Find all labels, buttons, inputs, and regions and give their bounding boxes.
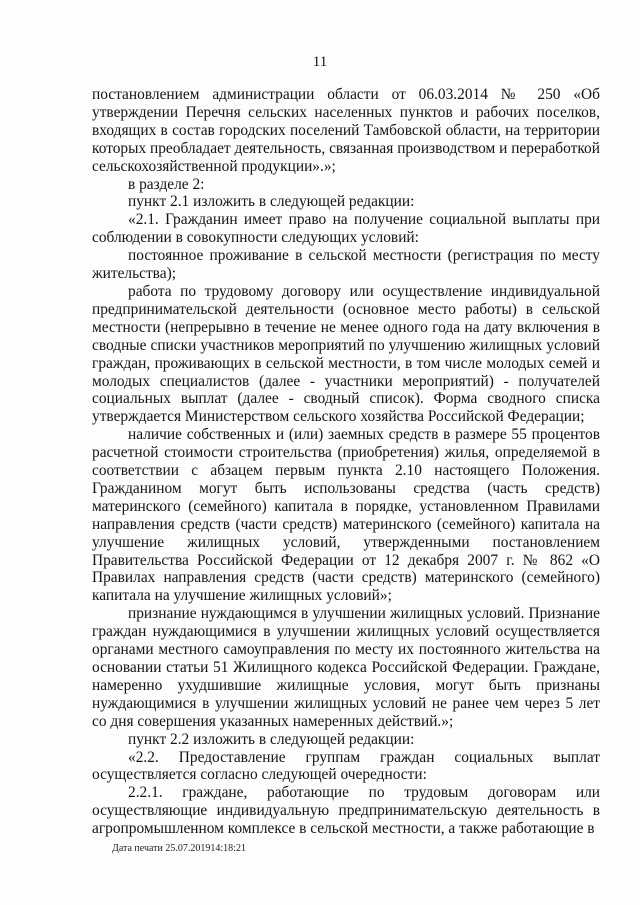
page-number: 11 xyxy=(312,54,328,70)
paragraph-5: постоянное проживание в сельской местности (регистрация по месту жительства); xyxy=(92,247,600,283)
paragraph-11: 2.2.1. граждане, работающие по трудовым договорам или осуществляющие индивидуальную предпринимательскую деятельность в агропромышленном комплексе в сельской местности, а также работающие в xyxy=(92,784,600,838)
paragraph-8: признание нуждающимся в улучшении жилищных условий. Признание граждан нуждающимися в улучшении жилищных условий осуществляется органами местного самоуправления по месту их постоянного жительства на основании статьи 51 Жилищного кодекса Российской Федерации. Граждане, намеренно ухудшившие жилищные условия, могут быть признаны нуждающимися в улучшении жилищных условий не ранее чем через 5 лет со дня совершения указанных намеренных действий.»; xyxy=(92,605,600,730)
body-text xyxy=(92,86,600,838)
paragraph-7: наличие собственных и (или) заемных средств в размере 55 процентов расчетной стоимости строительства (приобретения) жилья, определяемой в соответствии с абзацем первым пункта 2.10 настоящего Положения. Гражданином могут быть использованы средства (часть средств) материнского (семейного) капитала в порядке, установленном Правилами направления средств (части средств) материнского (семейного) капитала на улучшение жилищных условий, утвержденными постановлением Правительства Российской Федерации от 12 декабря 2007 г. № 862 «О Правилах направления средств (части средств) материнского (семейного) капитала на улучшение жилищных условий»; xyxy=(92,426,600,605)
paragraph-2: в разделе 2: xyxy=(128,175,205,193)
paragraph-3: пункт 2.1 изложить в следующей редакции: xyxy=(128,193,415,211)
paragraph-10: «2.2. Предоставление группам граждан социальных выплат осуществляется согласно следующей очередности: xyxy=(92,748,600,784)
paragraph-4: «2.1. Гражданин имеет право на получение социальной выплаты при соблюдении в совокупности следующих условий: xyxy=(92,211,600,247)
paragraph-6: работа по трудовому договору или осуществление индивидуальной предпринимательской деятельности (основное место работы) в сельской местности (непрерывно в течение не менее одного года на дату включения в сводные списки участников мероприятий по улучшению жилищных условий граждан, проживающих в сельской местности, в том числе молодых семей и молодых специалистов (далее - участники мероприятий) - получателей социальных выплат (далее - сводный список). Форма сводного списка утверждается Министерством сельского хозяйства Российской Федерации; xyxy=(92,282,600,426)
paragraph-9: пункт 2.2 изложить в следующей редакции: xyxy=(128,730,415,748)
paragraph-1: постановлением администрации области от 06.03.2014 № 250 «Об утверждении Перечня сельских населенных пунктов и рабочих поселков, входящих в состав городских поселений Тамбовской области, на территории которых преобладает деятельность, связанная производством и переработкой сельскохозяйственной продукции».»; xyxy=(92,86,600,175)
print-date-footer: Дата печати 25.07.201914:18:21 xyxy=(112,843,246,854)
